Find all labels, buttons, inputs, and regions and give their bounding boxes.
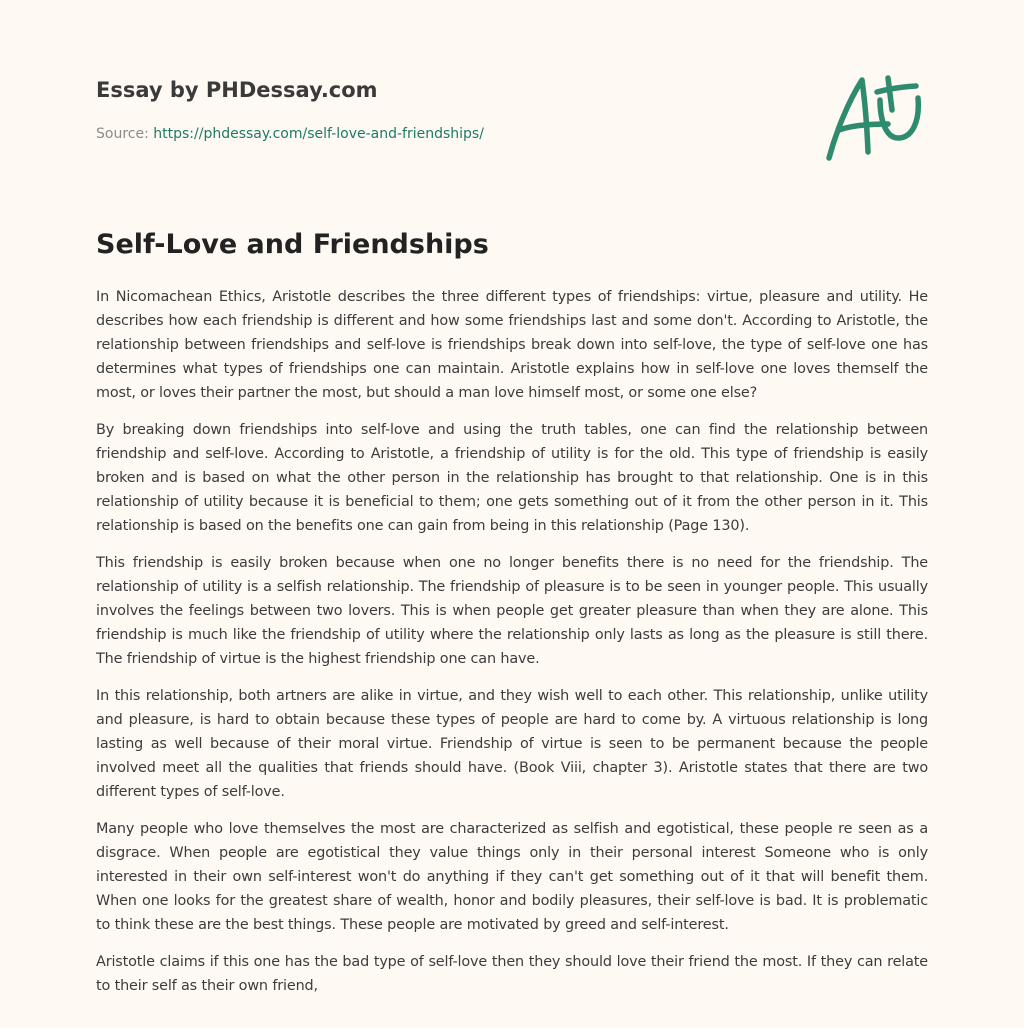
source-link[interactable]: https://phdessay.com/self-love-and-friendships/ xyxy=(153,126,484,142)
essay-paragraph: In Nicomachean Ethics, Aristotle describes the three different types of friendships: virtue, pleasure and utility. He describes how each friendship is different and how some friendships last and some don't. According to Aristotle, the relationship between friendships and self-love is friendships break down into self-love, the type of self-love one has determines what types of friendships one can maintain. Aristotle explains how in self-love one loves themself the most, or loves their partner the most, but should a man love himself most, or some one else? xyxy=(96,289,928,401)
essay-title: Self-Love and Friendships xyxy=(96,229,489,260)
essay-body xyxy=(96,285,928,1011)
source-label: Source: xyxy=(96,126,154,142)
essay-paragraph: By breaking down friendships into self-love and using the truth tables, one can find the relationship between friendship and self-love. According to Aristotle, a friendship of utility is for the old. This type of friendship is easily broken and is based on what the other person in the relationship has brought to that relationship. One is in this relationship of utility because it is beneficial to them; one gets something out of it from the other person in it. This relationship is based on the benefits one can gain from being in this relationship (Page 130). xyxy=(96,422,928,534)
essay-paragraph: This friendship is easily broken because when one no longer benefits there is no need for the friendship. The relationship of utility is a selfish relationship. The friendship of pleasure is to be seen in younger people. This usually involves the feelings between two lovers. This is when people get greater pleasure than when they are alone. This friendship is much like the friendship of utility where the relationship only lasts as long as the pleasure is still there. The friendship of virtue is the highest friendship one can have. xyxy=(96,555,928,667)
site-title: Essay by PHDessay.com xyxy=(96,78,378,102)
essay-paragraph: Many people who love themselves the most are characterized as selfish and egotistical, these people re seen as a disgrace. When people are egotistical they value things only in their personal interest Someone who is only interested in their own self-interest won't do anything if they can't get something out of it that will benefit them. When one looks for the greatest share of wealth, honor and bodily pleasures, their self-love is bad. It is problematic to think these are the best things. These people are motivated by greed and self-interest. xyxy=(96,821,928,933)
essay-paragraph: In this relationship, both artners are alike in virtue, and they wish well to each other. This relationship, unlike utility and pleasure, is hard to obtain because these types of people are hard to come by. A virtuous relationship is long lasting as well because of their moral virtue. Friendship of virtue is seen to be permanent because the people involved meet all the qualities that friends should have. (Book Viii, chapter 3). Aristotle states that there are two different types of self-love. xyxy=(96,688,928,800)
page-header xyxy=(96,76,856,144)
essay-paragraph: Aristotle claims if this one has the bad type of self-love then they should love their friend the most. If they can relate to their self as their own friend, xyxy=(96,954,928,994)
a-plus-logo-icon xyxy=(822,66,930,166)
source-line xyxy=(96,124,856,144)
